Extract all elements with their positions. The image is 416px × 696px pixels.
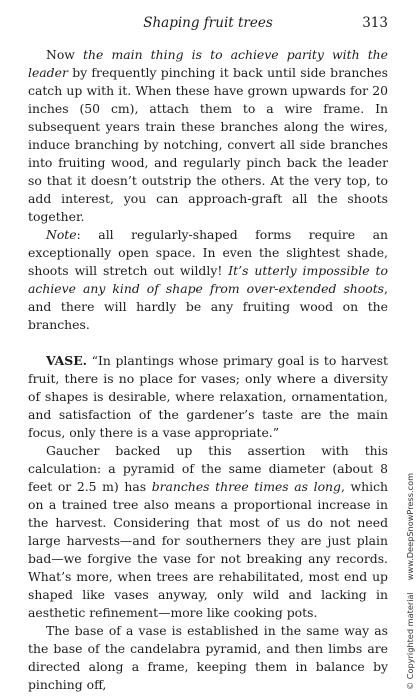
running-title: Shaping fruit trees (143, 15, 273, 31)
text-run: Now (46, 47, 84, 62)
paragraph (28, 442, 388, 622)
text-run: “In plantings whose primary goal is to harvest fruit, there is no place for vases; only where a diversity of shapes is desirable, where relaxation, ornamentation, and satisfaction of the gardener’s taste are the main focus, only there is a vase appropriate.” (28, 353, 388, 440)
page-number: 313 (362, 15, 388, 31)
paragraph (28, 46, 388, 226)
italic-text: Note (46, 227, 77, 242)
text-run: , which on a trained tree also means a proportional increase in the harvest. Considering that most of us do not need large harvests—and for southerners they are just plain bad—we forgive the vase for not breaking any records. What’s more, when trees are rehabilitated, most end up shaped like vases anyway, only wild and lacking in aesthetic refinement—more like cooking pots. (28, 479, 388, 620)
italic-text: It’s utterly impossible to achieve any kind of shape from over-extended shoots (28, 263, 388, 296)
copyright-notice (405, 461, 415, 690)
paragraph (28, 622, 388, 694)
text-run: , and there will hardly be any fruiting wood on the branches. (28, 281, 388, 332)
italic-text: branches three times as long (151, 479, 341, 494)
italic-text: the main thing is to achieve parity with the leader (28, 47, 388, 80)
website-link: www.DeepSnowPress.com (405, 472, 415, 581)
paragraph (28, 352, 388, 442)
text-run: by frequently pinching it back until side branches catch up with it. When these have grown upwards for 20 inches (50 cm), attach them to a wire frame. In subsequent years train these branches along the wires, induce branching by notching, convert all side branches into fruiting wood, and regularly pinch back the leader so that it doesn’t outstrip the others. At the very top, to add interest, you can approach-graft all the shoots together. (28, 65, 388, 224)
text-run: The base of a vase is established in the same way as the base of the candelabra pyramid, and then limbs are directed along a frame, keeping them in balance by pinching off, (28, 623, 388, 692)
copyright-label: © Copyrighted material (405, 592, 415, 690)
section-break (28, 334, 388, 352)
body-text (28, 46, 388, 694)
text-run: : all regularly-shaped forms require an exceptionally open space. In even the slightest shade, shoots will stretch out wildly! (28, 227, 388, 278)
section-heading: VASE. (46, 353, 87, 368)
text-run: Gaucher backed up this assertion with this calculation: a pyramid of the same diameter (about 8 feet or 2.5 m) has (28, 443, 388, 494)
page-header (28, 15, 388, 35)
paragraph (28, 226, 388, 334)
copyright-sidebar (396, 428, 414, 690)
